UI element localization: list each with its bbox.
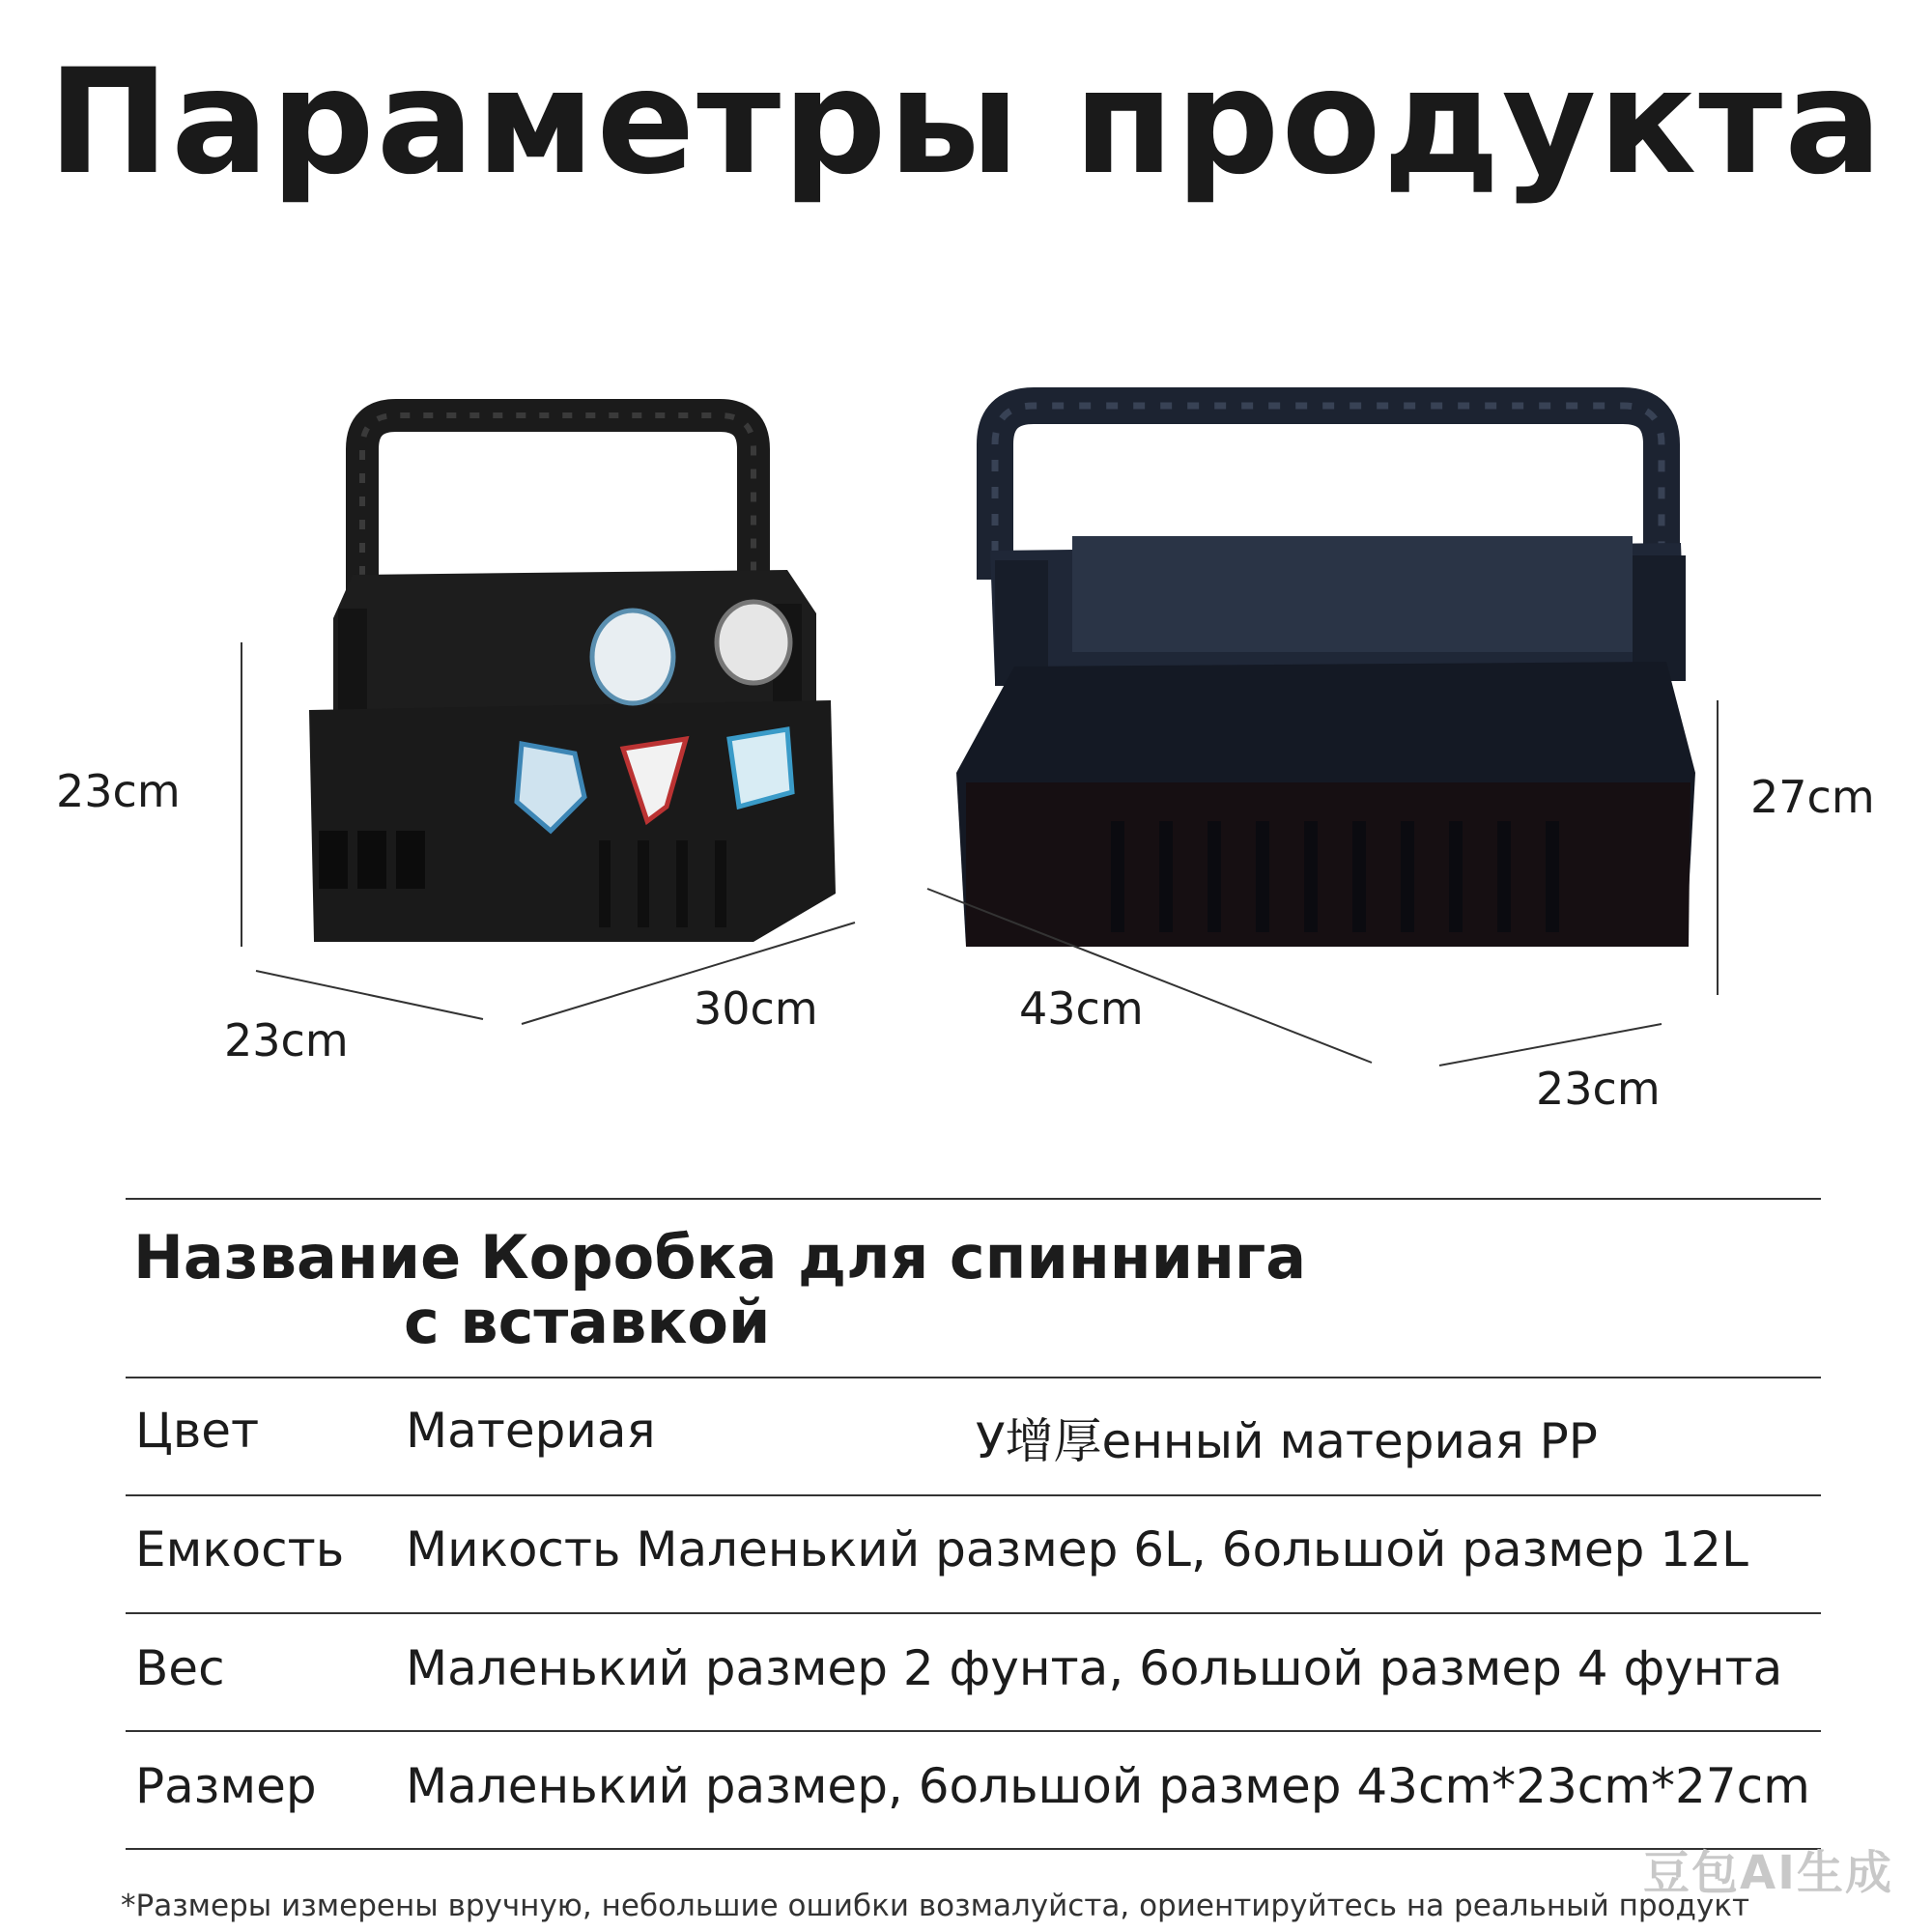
large-box-width-label: 43cm bbox=[1019, 982, 1144, 1035]
table-divider bbox=[126, 1848, 1821, 1850]
weight-label: Вес bbox=[135, 1640, 225, 1696]
footnote: *Размеры измерены вручную, небольшие ошибки возмалуйста, ориентируйтесь на реальный продукт bbox=[121, 1889, 1750, 1923]
small-box-width-label: 30cm bbox=[694, 982, 818, 1035]
name-label: Название bbox=[133, 1222, 462, 1293]
size-label: Размер bbox=[135, 1758, 317, 1814]
page-title: Параметры продукта bbox=[47, 39, 1885, 207]
large-box-depth-label: 23cm bbox=[1536, 1063, 1661, 1115]
capacity-label: Емкость bbox=[135, 1521, 345, 1577]
small-box-depth-label: 23cm bbox=[224, 1014, 349, 1066]
color-label: Цвет bbox=[135, 1403, 260, 1459]
watermark: 豆包AI生成 bbox=[1642, 1846, 1893, 1900]
material-value: У增厚енный материая PP bbox=[976, 1413, 1598, 1469]
table-divider bbox=[126, 1612, 1821, 1614]
color-value: Материая bbox=[406, 1403, 656, 1459]
name-value: Коробка для спиннинга bbox=[480, 1222, 1307, 1293]
table-divider bbox=[126, 1198, 1821, 1200]
large-tackle-box-image bbox=[956, 406, 1695, 947]
size-value: Маленький размер, 6ольшой размер 43cm*23cm*27cm bbox=[406, 1758, 1810, 1814]
table-divider bbox=[126, 1377, 1821, 1378]
weight-value: Маленький размер 2 фунта, 6ольшой размер 4 фунта bbox=[406, 1640, 1783, 1696]
large-box-height-label: 27cm bbox=[1750, 771, 1875, 823]
table-divider bbox=[126, 1730, 1821, 1732]
small-box-height-label: 23cm bbox=[56, 765, 181, 817]
product-illustration bbox=[0, 367, 1932, 1121]
small-tackle-box-image bbox=[309, 415, 836, 942]
table-divider bbox=[126, 1494, 1821, 1496]
name-value-continued: с вставкой bbox=[404, 1287, 771, 1357]
capacity-value: Микость Маленький размер 6L, 6ольшой размер 12L bbox=[406, 1521, 1748, 1577]
